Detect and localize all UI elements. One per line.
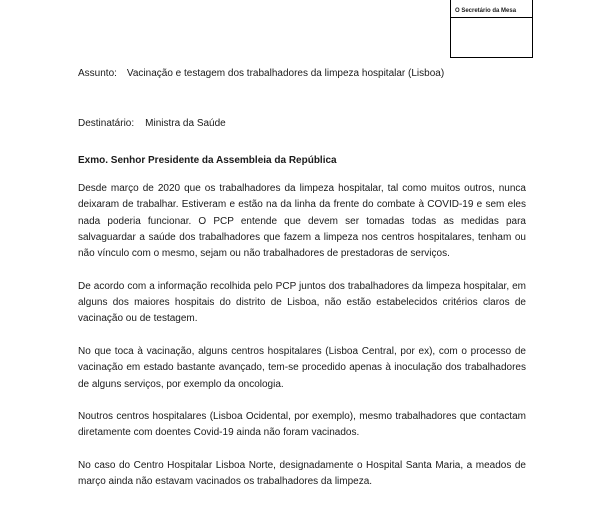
subject-label: Assunto:	[78, 68, 117, 79]
secretary-stamp-box	[450, 0, 533, 58]
paragraph: Desde março de 2020 que os trabalhadores da limpeza hospitalar, tal como muitos outros, nunca deixaram de trabalhar. Estiveram e estão na da linha da frente do combate à COVID-19 e sem eles nada poderia funcionar. O PCP entende que devem ser tomadas todas as medidas para salvaguardar a saúde dos trabalhadores que fazem a limpeza nos centros hospitalares, tenham ou não vínculo com o mesmo, sejam ou não trabalhadores de prestadoras de serviços.	[78, 183, 526, 260]
recipient-field	[78, 118, 226, 129]
document-body	[78, 181, 526, 507]
paragraph: No que toca à vacinação, alguns centros hospitalares (Lisboa Central, por ex), com o processo de vacinação em estado bastante avançado, tem-se procedido apenas à inoculação dos trabalhadores de alguns serviços, por exemplo da oncologia.	[78, 345, 526, 390]
paragraph: Noutros centros hospitalares (Lisboa Ocidental, por exemplo), mesmo trabalhadores que contactam diretamente com doentes Covid-19 ainda não foram vacinados.	[78, 411, 526, 439]
salutation: Exmo. Senhor Presidente da Assembleia da República	[78, 155, 337, 166]
subject-value: Vacinação e testagem dos trabalhadores da limpeza hospitalar (Lisboa)	[126, 68, 445, 79]
paragraph: No caso do Centro Hospitalar Lisboa Norte, designadamente o Hospital Santa Maria, a meados de março ainda não estavam vacinados os trabalhadores da limpeza.	[78, 460, 526, 488]
recipient-value: Ministra da Saúde	[145, 118, 226, 129]
paragraph: De acordo com a informação recolhida pelo PCP juntos dos trabalhadores da limpeza hospitalar, em alguns dos maiores hospitais do distrito de Lisboa, não estão estabelecidos critérios claros de vacinação ou de testagem.	[78, 280, 526, 325]
subject-field	[78, 68, 444, 79]
secretary-label: O Secretário da Mesa	[451, 0, 532, 18]
recipient-label: Destinatário:	[78, 118, 135, 129]
